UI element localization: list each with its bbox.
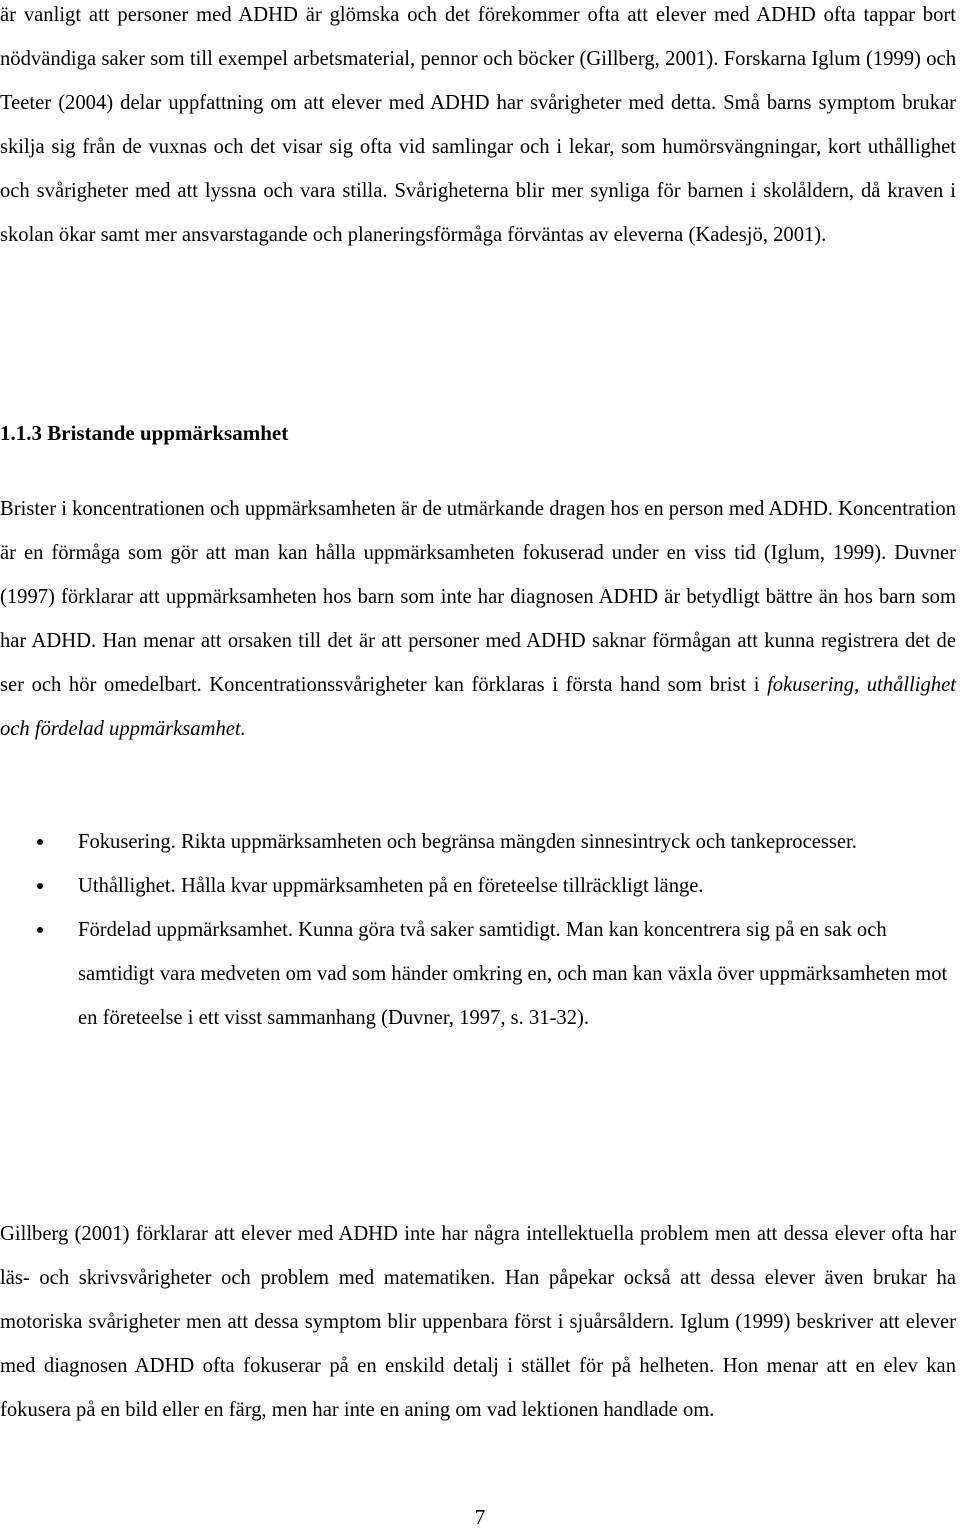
paragraph-attention-deficit [0, 487, 956, 751]
attention-bullet-list [0, 820, 956, 1040]
bullet-icon [37, 839, 43, 845]
bullet-item-fordelad-uppmarksamhet [0, 908, 956, 1040]
bullet-text: Fördelad uppmärksamhet. Kunna göra två saker samtidigt. Man kan koncentrera sig på en sak och samtidigt vara medveten om vad som händer omkring en, och man kan växla över uppmärksamheten mot en företeelse i ett visst sammanhang (Duvner, 1997, s. 31-32). [78, 919, 948, 1029]
bullet-icon [37, 883, 43, 889]
bullet-icon [37, 927, 43, 933]
bullet-text: Fokusering. Rikta uppmärksamheten och begränsa mängden sinnesintryck och tankeprocesser. [78, 831, 857, 853]
paragraph-learning-difficulties: Gillberg (2001) förklarar att elever med ADHD inte har några intellektuella problem men att dessa elever ofta har läs- och skrivsvårigheter och problem med matematiken. Han påpekar också att dessa elever även brukar ha motoriska svårigheter men att dessa symptom blir uppenbara först i sjuårsåldern. Iglum (1999) beskriver att elever med diagnosen ADHD ofta fokuserar på en enskild detalj i stället för på helheten. Hon menar att en elev kan fokusera på en bild eller en färg, men har inte en aning om vad lektionen handlade om. [0, 1223, 956, 1421]
page-number: 7 [474, 1505, 486, 1529]
paragraph-attention-text: Brister i koncentrationen och uppmärksamheten är de utmärkande dragen hos en person med ADHD. Koncentration är en förmåga som gör att man kan hålla uppmärksamheten fokuserad under en viss tid (Iglum, 1999). Duvner (1997) förklarar att uppmärksamheten hos barn som inte har diagnosen ADHD är betydligt bättre än hos barn som har ADHD. Han menar att orsaken till det är att personer med ADHD saknar förmågan att kunna registrera det de ser och hör omedelbart. Koncentrationssvårigheter kan förklaras i första hand som brist i [0, 498, 956, 696]
paragraph-adhd-forgetfulness: är vanligt att personer med ADHD är glömska och det förekommer ofta att elever med ADHD ofta tappar bort nödvändiga saker som till exempel arbetsmaterial, pennor och böcker (Gillberg, 2001). Forskarna Iglum (1999) och Teeter (2004) delar uppfattning om att elever med ADHD har svårigheter med detta. Små barns symptom brukar skilja sig från de vuxnas och det visar sig ofta vid samlingar och i lekar, som humörsvängningar, kort uthållighet och svårigheter med att lyssna och vara stilla. Svårigheterna blir mer synliga för barnen i skolåldern, då kraven i skolan ökar samt mer ansvarstagande och planeringsförmåga förväntas av eleverna (Kadesjö, 2001). [0, 4, 956, 246]
bullet-text: Uthållighet. Hålla kvar uppmärksamheten på en företeelse tillräckligt länge. [78, 875, 704, 897]
paragraph-attention-emphasis: fokusering, uthållighet och fördelad uppmärksamhet. [0, 674, 956, 740]
section-heading: 1.1.3 Bristande uppmärksamhet [0, 421, 289, 445]
bullet-item-uthallighet [0, 864, 956, 908]
bullet-item-fokusering [0, 820, 956, 864]
